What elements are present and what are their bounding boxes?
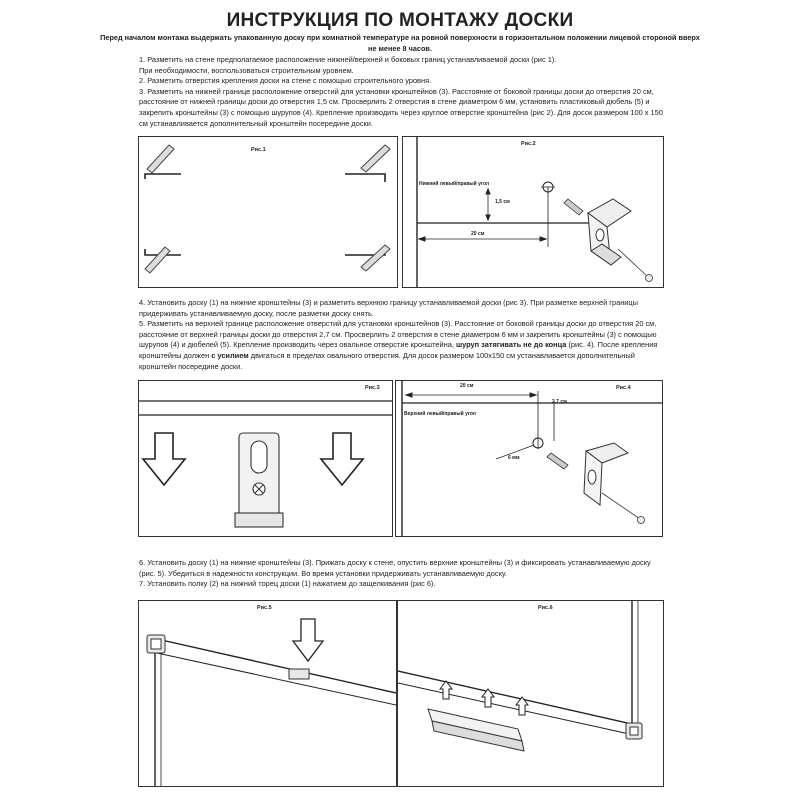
figure-6 bbox=[397, 600, 664, 787]
step-5: 5. Разметить на верхней границе расположение отверстий для установки кронштейнов (3). Расстояние от боковой границы доски до отверстия 20 см, расстояние от верхней границы доски до отверстия 2,7 см. Просверлить 2 отверстия в стене диаметром 6 мм и закрепить кронштейны (3) с помощью шурупов (4) и дюбелей (5). Крепление производить через овальное отверстие кронштейна, шуруп затягивать не до конца (рис. 4). После крепления кронштейны должен с усилием двигаться в пределах овального отверстия. Для досок размером 100х150 см устанавливается дополнительный кронштейн посередине доски. bbox=[139, 319, 658, 371]
bracket-icon bbox=[289, 669, 309, 679]
figure-1-label: Рис.1 bbox=[251, 147, 266, 153]
step-7: 7. Установить полку (2) на нижний торец доски (1) нажатием до защелкивания (рис 6). bbox=[139, 579, 436, 589]
diameter-label: 6 мм bbox=[508, 455, 520, 461]
step-6: 6. Установить доску (1) на нижние кронштейны (3). Прижать доску к стене, опустить верхние кронштейны (3) и фиксировать устанавливаемую доску (рис. 5). Убедиться в надежности конструкции. Во время установки придерживать устанавливаемую доску. bbox=[139, 558, 651, 578]
figure-5-drawing bbox=[139, 601, 396, 786]
page-subtitle: Перед началом монтажа выдержать упакованную доску при комнатной температуре на ровной поверхности в горизонтальном положении лицевой стороной вверх не менее 8 часов. bbox=[100, 33, 700, 53]
figure-4-label: Рис.4 bbox=[616, 385, 631, 391]
figure-5 bbox=[138, 600, 397, 787]
corner-cap-icon bbox=[147, 635, 165, 653]
corner-mark-top-right bbox=[345, 174, 385, 182]
step-1-note: При необходимости, воспользоваться строительным уровнем. bbox=[139, 65, 354, 75]
figure-4 bbox=[395, 380, 663, 537]
down-arrow-icon bbox=[293, 619, 323, 661]
figure-2 bbox=[402, 136, 664, 288]
corner-label: Нижний левый/правый угол bbox=[419, 181, 490, 187]
corner-label: Верхний левый/правый угол bbox=[404, 411, 476, 417]
corner-cap-icon bbox=[626, 723, 642, 739]
step-5-emphasis: шуруп затягивать не до конца bbox=[455, 340, 567, 350]
steps-block-3 bbox=[139, 558, 663, 590]
figure-6-label: Рис.6 bbox=[538, 605, 553, 611]
steps-block-1 bbox=[139, 55, 663, 129]
figure-5-label: Рис.5 bbox=[257, 605, 272, 611]
height-dimension: 2,7 см bbox=[552, 399, 567, 405]
figure-3-label: Рис.3 bbox=[365, 385, 380, 391]
shelf-icon bbox=[428, 709, 524, 751]
figure-1-drawing bbox=[139, 137, 397, 287]
corner-mark-top-left bbox=[145, 174, 181, 179]
bracket-front-icon bbox=[235, 433, 283, 527]
pencil-icon bbox=[145, 145, 390, 273]
figure-3-drawing bbox=[139, 381, 392, 536]
figure-2-label: Рис.2 bbox=[521, 141, 536, 147]
height-dimension: 1,5 см bbox=[495, 199, 510, 205]
figure-4-drawing bbox=[396, 381, 662, 536]
step-4: 4. Установить доску (1) на нижние кронштейны (3) и разметить верхнюю границу устанавливаемой доски (рис 3). При разметке верхней границы придерживать устанавливаемую доску, после разметки доску снять. bbox=[139, 298, 638, 318]
width-dimension: 20 см bbox=[460, 383, 474, 389]
step-5-emphasis-2: с усилием bbox=[211, 350, 249, 360]
figure-2-drawing bbox=[403, 137, 663, 287]
figure-1 bbox=[138, 136, 398, 288]
step-2: 2. Разметить отверстия крепления доски на стене с помощью строительного уровня. bbox=[139, 76, 432, 86]
board-frame-top bbox=[157, 639, 396, 693]
figure-6-drawing bbox=[398, 601, 663, 786]
step-3: 3. Разметить на нижней границе расположение отверстий для установки кронштейнов (3). Расстояние от боковой границы доски до отверстия 20 см, расстояние от нижней границы доски до отверстия 1,5 см. Просверлить 2 отверстия в стене диаметром 6 мм, установить пластиковый дюбель (5) и закрепить кронштейны (3) с помощью шурупов (4). Крепление производить через круглое отверстие кронштейна (рис 2). Для досок размером 100 х 150 см устанавливается дополнительный кронштейн посередине доски. bbox=[139, 86, 663, 128]
step-1: 1. Разметить на стене предполагаемое расположение нижней/верхней и боковых границ устанавливаемой доски (рис 1). bbox=[139, 55, 557, 64]
figure-3 bbox=[138, 380, 393, 537]
page-title: ИНСТРУКЦИЯ ПО МОНТАЖУ ДОСКИ bbox=[226, 10, 574, 31]
steps-block-2 bbox=[139, 298, 663, 372]
width-dimension: 20 см bbox=[471, 231, 485, 237]
